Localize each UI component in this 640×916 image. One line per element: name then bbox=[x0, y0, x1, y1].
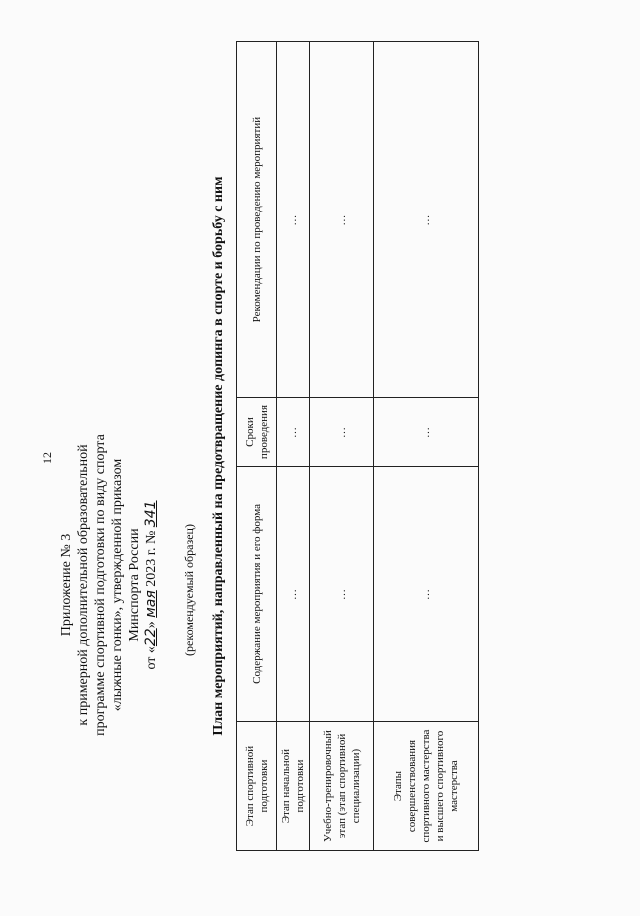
page-number: 12 bbox=[40, 452, 54, 464]
cell-content: … bbox=[310, 466, 374, 721]
plan-title: План мероприятий, направленный на предотвращение допинга в спорте и борьбу с ним bbox=[211, 176, 226, 736]
appendix-date-line bbox=[143, 400, 160, 770]
header-stage: Этап спортивной подготовки bbox=[237, 722, 277, 851]
date-mid: » bbox=[144, 621, 159, 629]
cell-stage: Этап начальной подготовки bbox=[277, 722, 310, 851]
appendix-line-2: к примерной дополнительной образовательной bbox=[76, 444, 91, 726]
header-content: Содержание мероприятия и его форма bbox=[237, 466, 277, 721]
cell-stage: Учебно-тренировочный этап (этап спортивной специализации) bbox=[310, 722, 374, 851]
cell-term: … bbox=[277, 398, 310, 467]
cell-term: … bbox=[310, 398, 374, 467]
plan-table bbox=[236, 41, 479, 851]
cell-content: … bbox=[374, 466, 479, 721]
table-row bbox=[277, 42, 310, 851]
cell-term: … bbox=[374, 398, 479, 467]
date-day: 22 bbox=[143, 628, 159, 647]
cell-recommendations: … bbox=[277, 42, 310, 398]
cell-recommendations: … bbox=[374, 42, 479, 398]
cell-content: … bbox=[277, 466, 310, 721]
order-number: 341 bbox=[143, 500, 159, 528]
cell-recommendations: … bbox=[310, 42, 374, 398]
appendix-block bbox=[58, 400, 160, 770]
appendix-line-4: «лыжные гонки», утвержденной приказом bbox=[110, 458, 125, 712]
appendix-line-3: программе спортивной подготовки по виду спорта bbox=[93, 434, 108, 736]
recommended-label: (рекомендуемый образец) bbox=[182, 524, 196, 656]
date-month: мая bbox=[143, 590, 159, 618]
table-row bbox=[374, 42, 479, 851]
date-year: 2023 г. № bbox=[144, 530, 159, 587]
header-recommendations: Рекомендации по проведению мероприятий bbox=[237, 42, 277, 398]
header-term: Сроки проведения bbox=[237, 398, 277, 467]
table-row bbox=[310, 42, 374, 851]
table-header-row bbox=[237, 42, 277, 851]
appendix-line-5: Минспорта России bbox=[127, 528, 142, 642]
date-prefix: от « bbox=[144, 646, 159, 670]
cell-stage: Этапы совершенствования спортивного мастерства и высшего спортивного мастерства bbox=[374, 722, 479, 851]
appendix-line-1: Приложение № 3 bbox=[59, 533, 74, 637]
